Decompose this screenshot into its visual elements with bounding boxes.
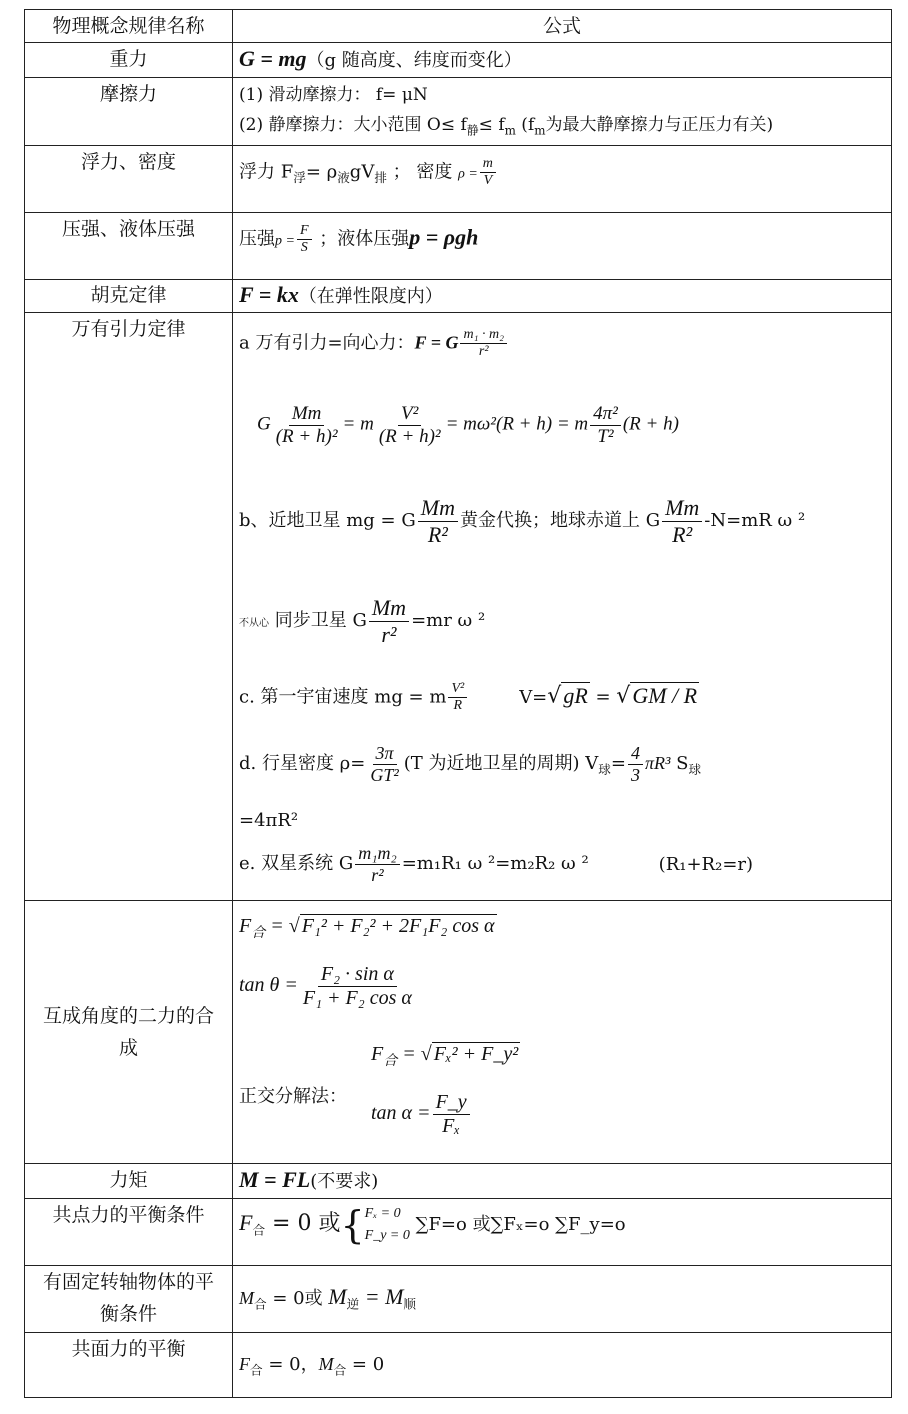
row-name-1: 互成角度的二力的合 xyxy=(42,1005,214,1028)
header-name: 物理概念规律名称 xyxy=(52,15,205,37)
gravitation-e: e. 双星系统 G $\frac{\text{m₁m₂}}{\text{r²}}$ =m₁R₁ ω ²=m₂R₂ ω ² (R₁+R₂=r) xyxy=(239,843,754,886)
composition-ortho-label: 正交分解法： xyxy=(239,1086,347,1108)
gravitation-formulas xyxy=(233,313,892,901)
row-friction xyxy=(25,78,892,146)
row-name: 共点力的平衡条件 xyxy=(52,1204,205,1227)
gravity-note: （g 随高度、纬度而变化） xyxy=(306,50,522,71)
row-name: 浮力、密度 xyxy=(80,151,176,174)
hooke-formula: F = kx xyxy=(239,282,299,308)
moment-note: (不要求) xyxy=(310,1171,379,1193)
gravity-formula: G = mg xyxy=(239,46,307,71)
row-pressure xyxy=(25,213,892,280)
row-hooke xyxy=(25,280,892,313)
composition-resultant: $F_合$ = √ F₁² + F₂² + 2F₁F₂ cos α xyxy=(239,915,495,942)
hooke-note: （在弹性限度内） xyxy=(298,286,443,308)
composition-ortho-resultant: $F_合$ = √ Fₓ² + F_y² xyxy=(371,1043,519,1070)
buoyancy-formula: 浮力 $F_浮= \rho_液gV_排$ ； 密度 ρ = $\frac{m}{V}$ xyxy=(233,146,892,213)
gravitation-eq-chain: G $\frac{Mm}{\text{(R + h)²}}$ = m $\frac{\text{V²}}{\text{(R + h)²}}$ = mω²(R + h) = m $\frac{\text{4π²}}{\text{T²}}$ (R + h) xyxy=(257,403,679,448)
row-name: 压强、液体压强 xyxy=(61,218,195,241)
row-name: 力矩 xyxy=(109,1169,148,1192)
row-gravity xyxy=(25,43,892,78)
row-name-2: 成 xyxy=(118,1037,138,1060)
row-name: 共面力的平衡 xyxy=(71,1338,186,1361)
gravitation-sync: 不从心 同步卫星 G $\frac{Mm}{\text{r²}}$ =mr ω ² xyxy=(239,595,486,647)
row-concurrent xyxy=(25,1199,892,1266)
row-buoyancy xyxy=(25,146,892,213)
row-gravitation xyxy=(25,313,892,901)
header-name-cell xyxy=(25,10,233,43)
row-name: 重力 xyxy=(109,48,148,70)
coplanar-formula: $F_合 = 0$，$M_合 = 0$ xyxy=(233,1333,892,1398)
gravitation-d: d. 行星密度 ρ= $\frac{3\pi}{\text{GT²}}$ (T 为近地卫星的周期) $V_球=$ $\frac{4}{3}$ πR³ $S_球$ xyxy=(239,743,702,786)
row-name: 摩擦力 xyxy=(99,83,157,105)
moment-formula: M = FL xyxy=(239,1167,311,1193)
gravitation-d-cont: =4πR² xyxy=(239,810,299,832)
row-coplanar xyxy=(25,1333,892,1398)
gravitation-c: c. 第一宇宙速度 mg = m $\frac{\text{V²}}{R}$ V=√gR = √GM / R xyxy=(239,681,698,714)
header-formula: 公式 xyxy=(542,15,581,37)
composition-formulas xyxy=(233,901,892,1164)
header-formula-cell xyxy=(233,10,892,43)
gravitation-a: a 万有引力=向心力：F = G $\frac{\text{m₁ · m₂}}{\text{r²}}$ xyxy=(239,327,509,360)
row-name: 万有引力定律 xyxy=(71,318,186,341)
row-name-2: 衡条件 xyxy=(99,1303,157,1326)
concurrent-formula: $F_合 = 0$ 或{ Fₓ = 0 F_y = 0 ∑F=o 或∑Fₓ=o ∑F_y=o xyxy=(233,1199,892,1266)
row-moment xyxy=(25,1164,892,1199)
friction-line-1: (1) 滑动摩擦力： f= μN xyxy=(239,85,428,105)
composition-ortho-tan: tan α = $\frac{F\_y}{\text{Fₓ}}$ xyxy=(371,1091,472,1138)
row-name: 胡克定律 xyxy=(90,284,167,307)
row-composition xyxy=(25,901,892,1164)
pressure-formula: 压强p = $\frac{F}{S}$ ；液体压强p = ρgh xyxy=(233,213,892,280)
row-axis xyxy=(25,1266,892,1333)
gravitation-b: b、近地卫星 mg = G $\frac{Mm}{\text{R²}}$ 黄金代换；地球赤道上 G $\frac{Mm}{\text{R²}}$ -N=mR ω ² xyxy=(239,495,806,547)
physics-formula-table xyxy=(24,9,892,1398)
composition-tan: tan θ = $\frac{\text{F₂ · sin α}}{\text{F₁ + F₂ cos α}}$ xyxy=(239,963,412,1010)
row-name-1: 有固定转轴物体的平 xyxy=(42,1271,214,1294)
friction-line-2: (2) 静摩擦力：大小范围 $O\le f_静\le f_m$ ($f_m$为最大静摩擦力与正压力有关) xyxy=(239,115,774,138)
axis-formula: $M_合 = 0$或 $M_逆 = M_顺$ xyxy=(233,1266,892,1333)
